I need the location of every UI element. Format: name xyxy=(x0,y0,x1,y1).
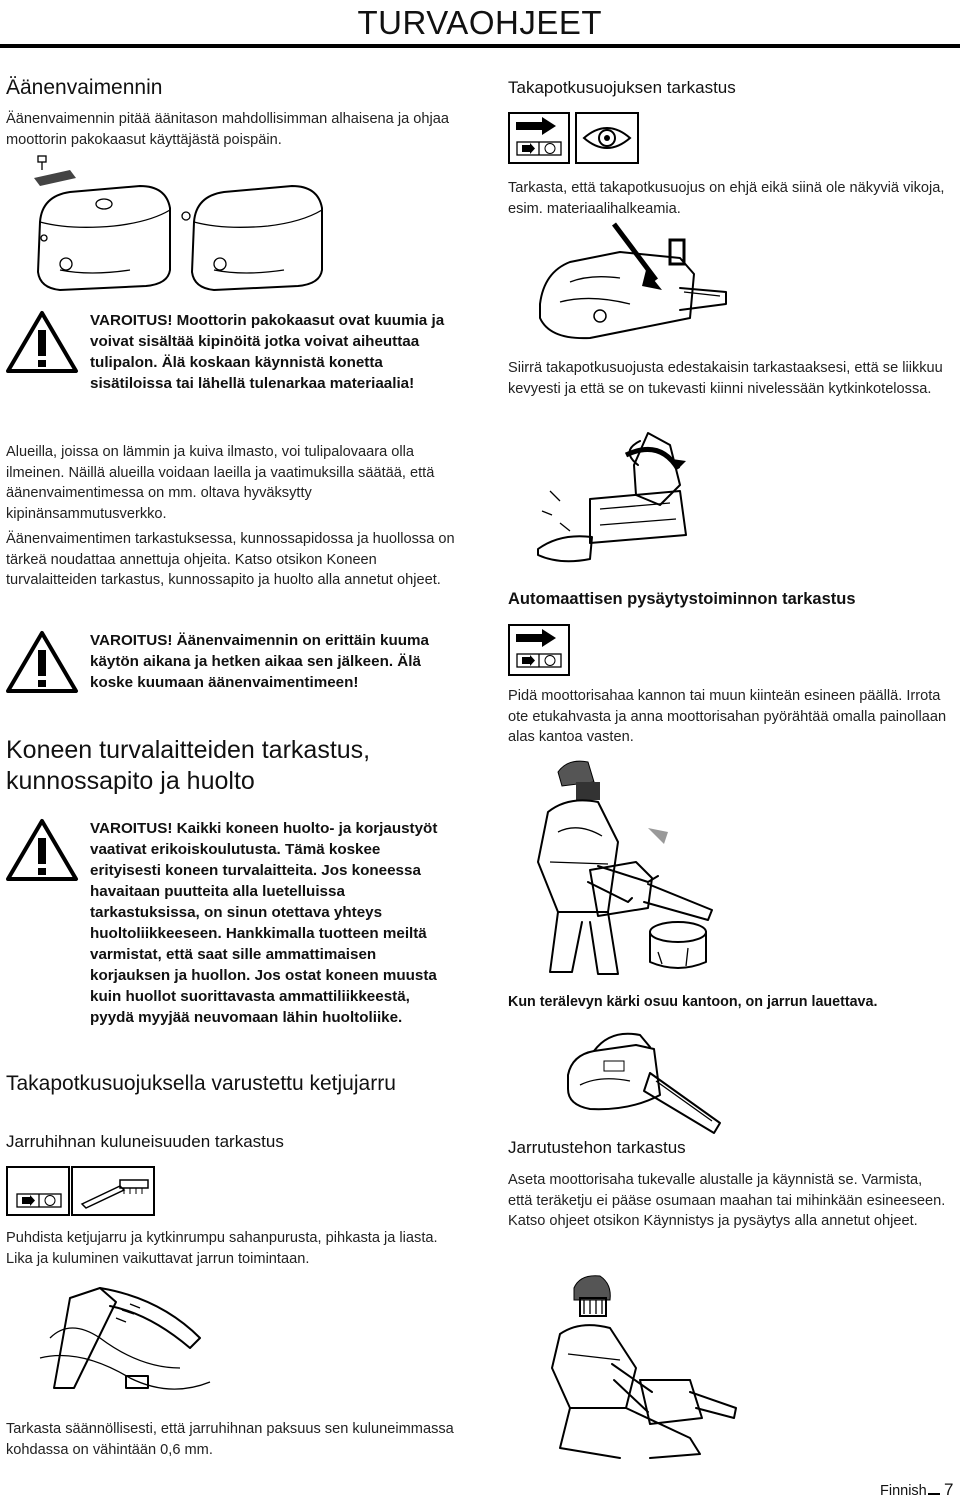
muffler-heading: Äänenvaimennin xyxy=(6,76,163,99)
chainbrake-para-1: Puhdista ketjujarru ja kytkinrumpu sahanpurusta, pihkasta ja liasta. Lika ja kuluminen vaikuttavat jarrun toimintaan. xyxy=(6,1230,438,1267)
guard-para-1: Tarkasta, että takapotkusuojus on ehjä eikä siinä ole näkyviä vikoja, esim. materiaalihalkeamia. xyxy=(508,180,945,217)
muffler-hot-warning-text: VAROITUS! Äänenvaimennin on erittäin kuuma käytön aikana ja hetken aikaa sen jälkeen. Älä koske kuumaan äänenvaimentimeen! xyxy=(90,632,429,691)
muffler-para-2: Äänenvaimentimen tarkastuksessa, kunnossapidossa ja huollossa on tärkeä noudattaa annettuja ohjeita. Katso otsikon Koneen turvalaitteiden tarkastus, kunnossapito ja huolto alla annetut ohjeet. xyxy=(6,531,455,588)
guard-heading: Takapotkusuojuksen tarkastus xyxy=(508,78,736,97)
footer-rule xyxy=(928,1493,940,1495)
muffler-para-1: Alueilla, joissa on lämmin ja kuiva ilmasto, voi tulipalovaara olla ilmeinen. Näillä alueilla voidaan laeilla ja vaatimuksilla säätää, että äänenvaimentimessa on mm. oltava hyväksytty kipinänsammutusverkko. xyxy=(6,444,435,522)
footer-language: Finnish xyxy=(880,1483,927,1499)
muffler-intro: Äänenvaimennin pitää äänitason mahdollisimman alhaisena ja ohjaa moottorin pakokaasut käyttäjästä poispäin. xyxy=(6,111,449,148)
cleaning-symbol-box xyxy=(6,1166,156,1216)
maintenance-heading: Koneen turvalaitteiden tarkastus, kunnossapito ja huolto xyxy=(6,736,371,795)
warning-triangle-icon xyxy=(6,630,78,694)
guard-para-2: Siirrä takapotkusuojusta edestakaisin tarkastaaksesi, että se liikkuu kevyesti ja että se on tukevasti kiinni nivelessään kytkinkotelossa. xyxy=(508,360,943,397)
chainsaw-side-illustration xyxy=(560,1025,730,1135)
warning-triangle-icon xyxy=(6,818,78,882)
header-rule xyxy=(0,44,960,48)
brakeband-subheading: Jarruhihnan kuluneisuuden tarkastus xyxy=(6,1132,284,1151)
kickback-guard-illustration xyxy=(530,218,730,348)
inspect-symbol-box xyxy=(508,112,640,164)
muffler-hot-warning xyxy=(6,630,456,694)
muffler-warning xyxy=(6,310,456,394)
chainbrake-heading: Takapotkusuojuksella varustettu ketjujarru xyxy=(6,1072,396,1095)
autostop-caption: Kun terälevyn kärki osuu kantoon, on jarrun lauettava. xyxy=(508,994,878,1010)
guard-move-illustration xyxy=(530,425,700,580)
footer-page-number: 7 xyxy=(944,1480,954,1499)
autostop-heading: Automaattisen pysäytystoiminnon tarkastus xyxy=(508,590,856,608)
brake-band-illustration xyxy=(30,1278,230,1408)
brake-test-operator-illustration xyxy=(540,1268,740,1468)
brakeeffect-heading: Jarrutustehon tarkastus xyxy=(508,1138,686,1157)
maintenance-warning-text: VAROITUS! Kaikki koneen huolto- ja korjaustyöt vaativat erikoiskoulutusta. Tämä koskee erityisesti koneen turvalaitteita. Jos koneessa havaitaan puutteita alla luetelluissa tarkastuksissa, on sinun otettava yhteys huoltoliikkeeseen. Hankkimalla tuotteen meiltä varmistat, että saat sille ammattimaisen korjauksen ja huollon. Jos ostat koneen muusta kuin huollot suorittavasta ammattiliikkeestä, pyydä myyjää neuvomaan lähin huoltoliike. xyxy=(90,820,438,1026)
autostop-operator-illustration xyxy=(528,752,718,982)
maintenance-warning xyxy=(6,818,456,1028)
muffler-illustration xyxy=(30,152,330,292)
muffler-warning-text: VAROITUS! Moottorin pakokaasut ovat kuumia ja voivat sisältää kipinöitä jotka voivat aiheuttaa tulipalon. Älä koskaan käynnistä konetta sisätiloissa tai lähellä tulenarkaa materiaalia! xyxy=(90,312,445,392)
brakeeffect-para: Aseta moottorisaha tukevalle alustalle ja käynnistä se. Varmista, että teräketju ei pääse osumaan maahan tai mihinkään esineeseen. Katso ohjeet otsikon Käynnistys ja pysäytys alla annetut ohjeet. xyxy=(508,1172,946,1229)
page-header-title: TURVAOHJEET xyxy=(357,4,602,41)
autostop-para: Pidä moottorisahaa kannon tai muun kiinteän esineen päällä. Irrota ote etukahvasta ja anna moottorisahan pyörähtää omalla painollaan alas kantoa vasten. xyxy=(508,688,947,745)
chainbrake-para-2: Tarkasta säännöllisesti, että jarruhihnan paksuus sen kuluneimmassa kohdassa on vähintään 0,6 mm. xyxy=(6,1421,454,1458)
autostop-symbol-box xyxy=(508,624,570,676)
warning-triangle-icon xyxy=(6,310,78,374)
